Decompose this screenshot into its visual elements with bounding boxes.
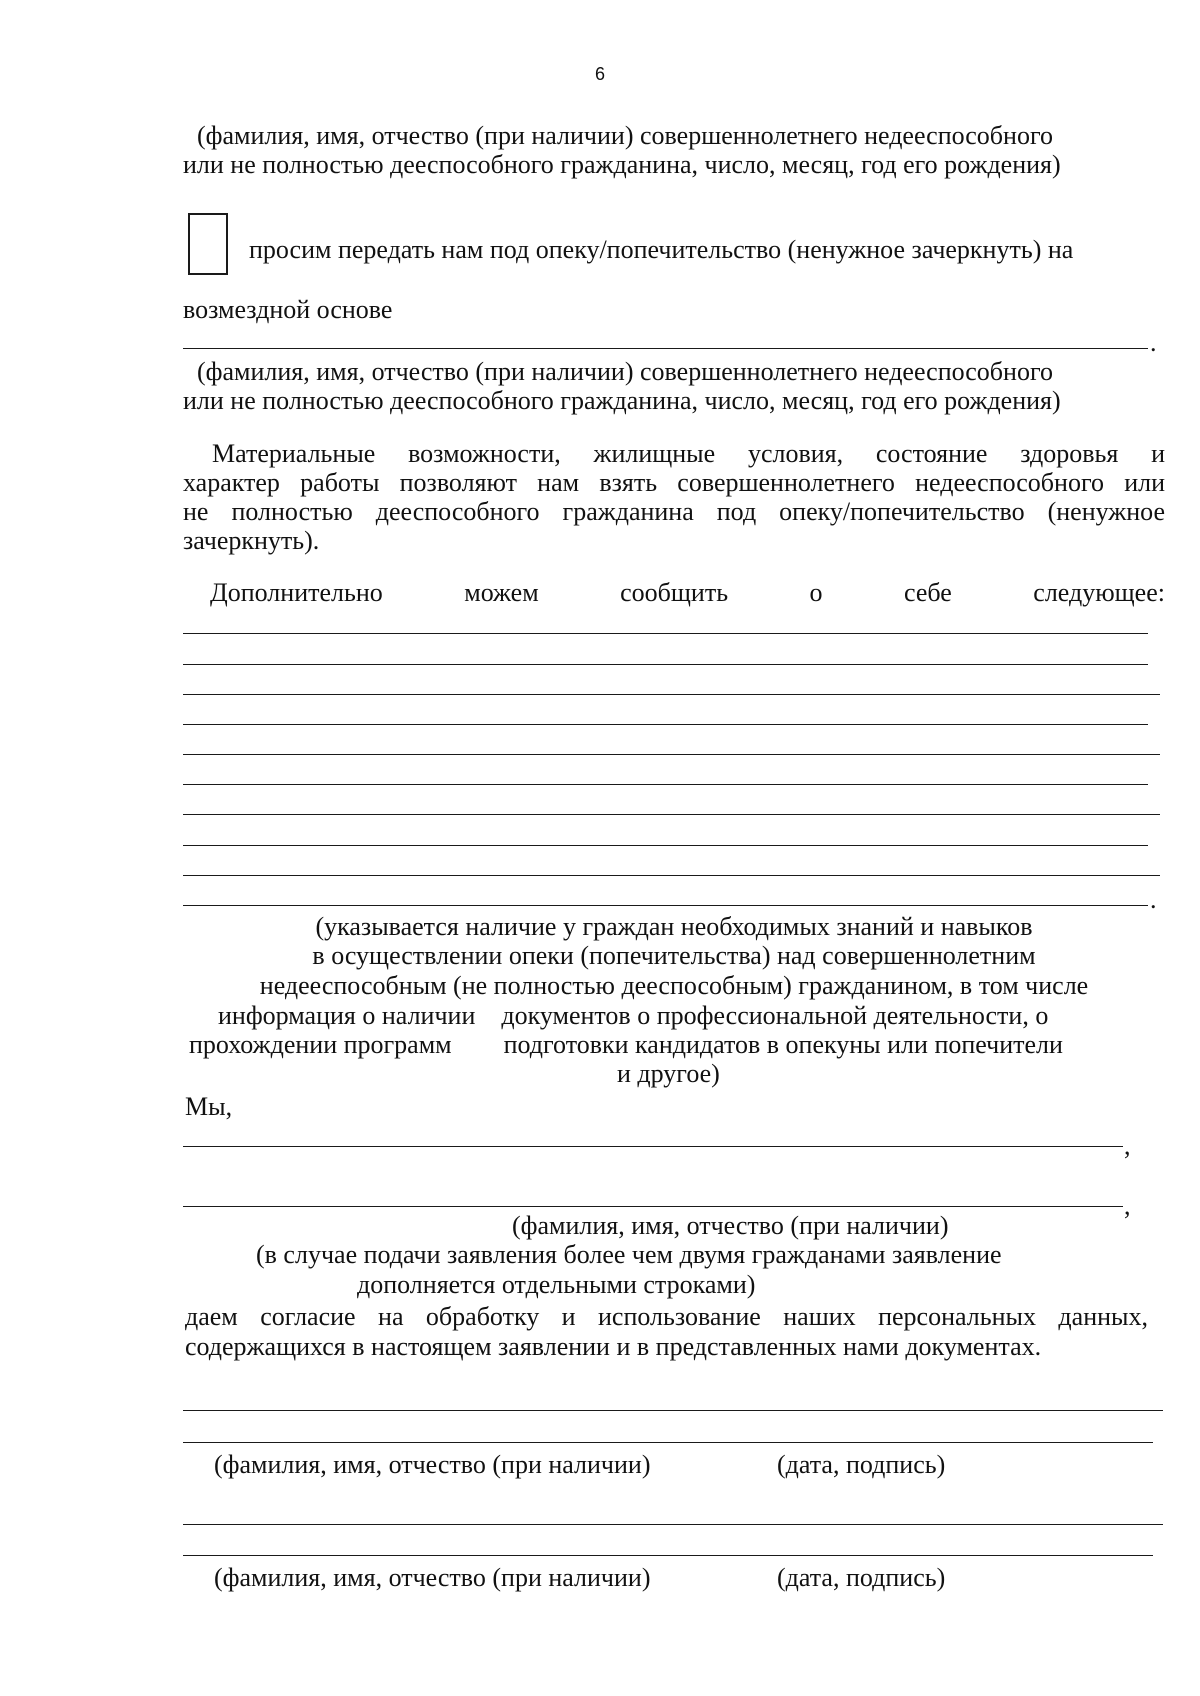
additional-info-line[interactable] (183, 875, 1160, 876)
additional-info-header (210, 578, 1165, 607)
caption-child-2-line1: (фамилия, имя, отчество (при наличии) совершеннолетнего недееспособного (197, 357, 1053, 386)
fill-line-dot: . (1150, 328, 1157, 357)
signature-2-date-label: (дата, подпись) (777, 1563, 946, 1592)
additional-info-line[interactable] (183, 754, 1160, 755)
material-line-4: зачеркнуть). (183, 526, 320, 555)
caption-child-2-line2: или не полностью дееспособного гражданина, число, месяц, год его рождения) (183, 386, 1061, 415)
signature-line[interactable] (183, 1442, 1153, 1443)
skills-caption-line6: и другое) (617, 1059, 720, 1088)
extra-rows-caption-line1: (в случае подачи заявления более чем двумя гражданами заявление (256, 1240, 1002, 1269)
additional-word-1: Дополнительно (210, 578, 383, 607)
skills-caption-line5: прохождении программ подготовки кандидатов в опекуны или попечители (189, 1030, 1063, 1059)
signature-1-date-label: (дата, подпись) (777, 1450, 946, 1479)
caption-child-1-line2: или не полностью дееспособного гражданина, число, месяц, год его рождения) (183, 150, 1061, 179)
person-fill-line[interactable] (183, 348, 1148, 349)
additional-word-2: можем (464, 578, 539, 607)
additional-info-line[interactable] (183, 724, 1148, 725)
additional-info-line[interactable] (183, 664, 1148, 665)
additional-info-line[interactable] (183, 784, 1148, 785)
signature-2-fio-label: (фамилия, имя, отчество (при наличии) (214, 1563, 651, 1592)
we-label: Мы, (185, 1092, 233, 1121)
signature-line[interactable] (183, 1524, 1163, 1525)
skills-caption-line4: информация о наличии документов о профессиональной деятельности, о (218, 1001, 1049, 1030)
additional-word-5: себе (904, 578, 952, 607)
signature-1-fio-label: (фамилия, имя, отчество (при наличии) (214, 1450, 651, 1479)
additional-info-line[interactable] (183, 633, 1148, 634)
material-line-2: характер работы позволяют нам взять совершеннолетнего недееспособного или (183, 468, 1165, 497)
material-line-3: не полностью дееспособного гражданина под опеку/попечительство (ненужное (183, 497, 1165, 526)
skills-caption-line1: (указывается наличие у граждан необходимых знаний и навыков (315, 912, 1033, 941)
page-number: 6 (594, 64, 605, 84)
consent-line1: даем согласие на обработку и использование наших персональных данных, (185, 1302, 1148, 1331)
additional-info-end-dot: . (1150, 885, 1157, 914)
signature-line[interactable] (183, 1555, 1153, 1556)
material-line-1: Материальные возможности, жилищные условия, состояние здоровья и (212, 439, 1165, 468)
additional-info-line[interactable] (183, 905, 1148, 906)
additional-info-line[interactable] (183, 845, 1148, 846)
applicant-line-comma: , (1124, 1191, 1131, 1220)
request-basis: возмездной основе (183, 295, 393, 324)
caption-child-1-line1: (фамилия, имя, отчество (при наличии) совершеннолетнего недееспособного (197, 121, 1053, 150)
extra-rows-caption-line2: дополняется отдельными строками) (357, 1270, 756, 1299)
skills-caption-line3: недееспособным (не полностью дееспособным) гражданином, в том числе (259, 971, 1089, 1000)
additional-word-6: следующее: (1033, 578, 1165, 607)
additional-word-3: сообщить (620, 578, 729, 607)
additional-info-line[interactable] (183, 694, 1160, 695)
request-line: просим передать нам под опеку/попечительство (ненужное зачеркнуть) на (249, 235, 1074, 264)
additional-info-line[interactable] (183, 814, 1160, 815)
additional-word-4: о (809, 578, 823, 607)
applicant-fio-line[interactable] (183, 1146, 1123, 1147)
consent-line2: содержащихся в настоящем заявлении и в представленных нами документах. (185, 1332, 1042, 1361)
applicant-line-comma: , (1124, 1131, 1131, 1160)
skills-caption-line2: в осуществлении опеки (попечительства) над совершеннолетним (312, 941, 1036, 970)
applicant-fio-line[interactable] (183, 1206, 1123, 1207)
request-checkbox[interactable] (188, 213, 228, 275)
fio-caption: (фамилия, имя, отчество (при наличии) (512, 1211, 949, 1240)
signature-line[interactable] (183, 1410, 1163, 1411)
